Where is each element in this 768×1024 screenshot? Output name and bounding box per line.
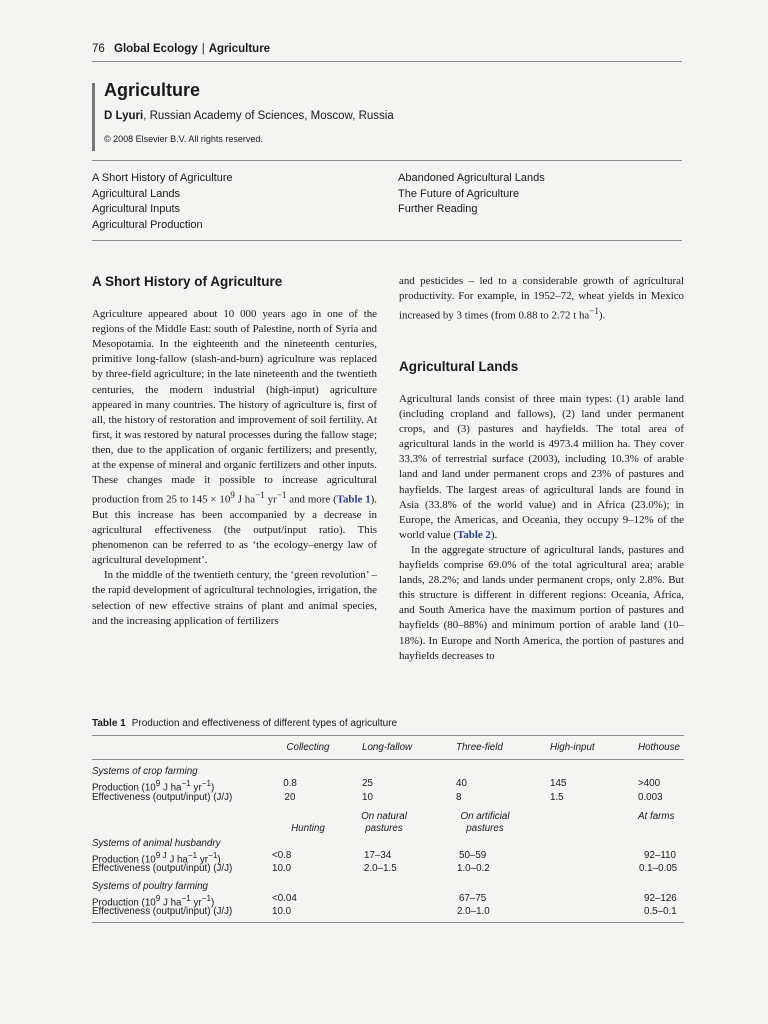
header-separator: | bbox=[201, 43, 205, 55]
table-label: Table 1 bbox=[92, 718, 126, 729]
history-paragraph-2: In the middle of the twentieth century, the ‘green revolution’ – the rapid development of agricultural technologies, irrigation, the selection of new effective strains of plant and animal species, and the increasing application of fertilizers bbox=[92, 569, 377, 627]
cell-animal-production-artificial: 50–59 bbox=[459, 850, 487, 861]
cell-crop-effectiveness-hothouse: 0.003 bbox=[638, 792, 663, 803]
author-affiliation: , Russian Academy of Sciences, Moscow, Russia bbox=[143, 110, 394, 122]
cell-poultry-effectiveness-farms: 0.5–0.1 bbox=[644, 906, 677, 917]
cell-animal-effectiveness-natural: 2.0–1.5 bbox=[364, 863, 397, 874]
table-header-high-input: High-input bbox=[550, 742, 595, 753]
cell-crop-production-long-fallow: 25 bbox=[362, 778, 373, 789]
cell-animal-effectiveness-farms: 0.1–0.05 bbox=[639, 863, 678, 874]
table-header-three-field: Three-field bbox=[456, 742, 503, 753]
row-group-crop-farming: Systems of crop farming bbox=[92, 766, 198, 777]
toc-left-column bbox=[92, 171, 233, 233]
row-label-poultry-production: Production ($10^9$ J $ha^{-1}$ $yr^{-1}$) bbox=[92, 894, 215, 909]
cell-animal-effectiveness-hunting: 10.0 bbox=[272, 863, 292, 874]
cell-crop-production-three-field: 40 bbox=[456, 778, 467, 789]
table-caption-text: Production and effectiveness of different types of agriculture bbox=[131, 718, 398, 729]
cell-crop-production-high-input: 145 bbox=[550, 778, 567, 789]
cell-poultry-production-artificial: 67–75 bbox=[459, 893, 487, 904]
cell-animal-production-hunting: <0.8 bbox=[272, 850, 292, 861]
toc-link-production[interactable]: Agricultural Production bbox=[92, 218, 203, 231]
row-label-crop-production: Production ($10^9$ J $ha^{-1}$ $yr^{-1}$) bbox=[92, 779, 215, 794]
row-label-animal-effectiveness: Effectiveness (output/input) (J/J) bbox=[92, 863, 233, 874]
cell-animal-production-farms: 92–110 bbox=[644, 850, 676, 861]
table-rule-bottom bbox=[92, 922, 684, 923]
table-1-reference[interactable]: Table 1 bbox=[336, 493, 371, 506]
lands-paragraph-1: Agricultural lands consist of three main types: (1) arable land (including cropland and fallows), (2) land under permanent crops, and (3) pastures and hayfields. The total area of agricultural lands in the world is 4973.4 million ha. They cover 33.3% of terrestrial surface (2003), including 10.3% of arable land and land under permanent crops and 23% of pastures and hayfields. The largest areas of agricultural lands are found in Asia (33.8% of the world value) and in Africa (23.0%); in Europe, the Americas, and Oceania, they occupy 9–12% of the world value (Table 2). bbox=[399, 393, 684, 541]
cell-crop-production-hothouse: >400 bbox=[638, 778, 661, 789]
header-subsection: Agriculture bbox=[208, 43, 271, 55]
table-rule-top bbox=[92, 735, 684, 736]
row-group-animal-husbandry: Systems of animal husbandry bbox=[92, 838, 221, 849]
author-line bbox=[104, 110, 394, 122]
toc-right-column bbox=[398, 171, 545, 218]
subheader-natural-pastures-1: On natural bbox=[361, 811, 407, 822]
table-2-reference[interactable]: Table 2 bbox=[457, 528, 491, 541]
header-rule bbox=[92, 61, 682, 62]
table-header-collecting: Collecting bbox=[286, 742, 330, 753]
toc-link-history[interactable]: A Short History of Agriculture bbox=[92, 172, 233, 184]
cell-crop-effectiveness-three-field: 8 bbox=[456, 792, 462, 803]
row-label-poultry-effectiveness: Effectiveness (output/input) (J/J) bbox=[92, 906, 233, 917]
cell-crop-effectiveness-high-input: 1.5 bbox=[550, 792, 564, 803]
toc-link-further-reading[interactable]: Further Reading bbox=[398, 203, 478, 216]
table-caption bbox=[92, 718, 684, 729]
table-1 bbox=[92, 718, 684, 917]
left-column bbox=[92, 274, 377, 629]
toc-rule-bottom bbox=[92, 240, 682, 241]
subheader-at-farms: At farms bbox=[638, 811, 675, 822]
row-label-animal-production: Production ($10^{9 J}$ J $ha^{-1}$ $yr^{-1}$) bbox=[92, 851, 221, 866]
toc-rule-top bbox=[92, 160, 682, 161]
toc-link-inputs[interactable]: Agricultural Inputs bbox=[92, 203, 181, 216]
cell-poultry-effectiveness-hunting: 10.0 bbox=[272, 906, 292, 917]
history-paragraph-1: Agriculture appeared about 10 000 years ago in one of the regions of the Middle East: south of Palestine, north of Syria and Mesopotamia. In the eighteenth and the nineteenth centuries, primitive long-fallow (slash-and-burn) agriculture was replaced by three-field agriculture; in the late nineteenth and the twentieth centuries, the modern industrial (high-input) agriculture appeared in many countries. The history of agriculture is, first of all, the history of restoration and improvement of soil fertility. At first, it was restored by natural processes during the fallow stage; then, due to the application of organic fertilizers; and presently, at the expense of mineral and organic fertilizers and other inputs. These changes made it possible to increase agricultural production from 25 to $145 \times 10^9$ J $ha^{-1}$ $yr^{-1}$ and more (Table 1). But this increase has been accompanied by a decrease in agricultural effectiveness (the output/input ratio). This phenomenon can be referred to as ‘the ecology–energy law of agricultural development’. bbox=[92, 308, 377, 567]
row-group-poultry-farming: Systems of poultry farming bbox=[92, 881, 208, 892]
toc-link-lands[interactable]: Agricultural Lands bbox=[92, 187, 181, 200]
subheader-artificial-pastures-2: pastures bbox=[466, 823, 504, 834]
subheader-artificial-pastures-1: On artificial bbox=[460, 811, 510, 822]
header-section: Global Ecology bbox=[114, 43, 198, 55]
cell-animal-production-natural: 17–34 bbox=[364, 850, 392, 861]
right-column bbox=[399, 274, 684, 664]
table-header-hothouse: Hothouse bbox=[638, 742, 680, 753]
cell-crop-effectiveness-collecting: 20 bbox=[284, 792, 296, 803]
section-heading-history: A Short History of Agriculture bbox=[92, 274, 283, 289]
lands-paragraph-2: In the aggregate structure of agricultural lands, pastures and hayfields comprise 69.0% of the total agricultural area; arable lands, 28.2%; and lands under permanent crops, only 2.8%. But this structure is different in different regions: Oceania, Africa, and South America have the maximum portion of pastures and hayfields (80–88%) and minimum portion of arable land (10–18%). In Europe and North America, the portion of pastures and hayfields decreases to bbox=[399, 543, 684, 662]
running-header bbox=[92, 43, 270, 55]
table-header-long-fallow: Long-fallow bbox=[362, 742, 413, 753]
cell-crop-production-collecting: 0.8 bbox=[283, 778, 297, 789]
cell-poultry-production-hunting: <0.04 bbox=[272, 893, 297, 904]
subheader-natural-pastures-2: pastures bbox=[365, 823, 403, 834]
subheader-hunting: Hunting bbox=[291, 823, 325, 834]
table-rule-header bbox=[92, 759, 684, 760]
cell-poultry-effectiveness-artificial: 2.0–1.0 bbox=[457, 906, 490, 917]
section-heading-lands: Agricultural Lands bbox=[399, 358, 519, 374]
toc-link-future[interactable]: The Future of Agriculture bbox=[398, 187, 520, 200]
article-title: Agriculture bbox=[104, 80, 201, 100]
page-number: 76 bbox=[92, 43, 105, 55]
title-accent-bar bbox=[92, 83, 95, 151]
history-paragraph-3: and pesticides – led to a considerable growth of agricultural productivity. For example, in 1952–72, wheat yields in Mexico increased by 3 times (from 0.88 to 2.72 t $ha^{-1}$). bbox=[399, 275, 684, 322]
row-label-crop-effectiveness: Effectiveness (output/input) (J/J) bbox=[92, 792, 233, 803]
toc-link-abandoned[interactable]: Abandoned Agricultural Lands bbox=[398, 172, 545, 184]
cell-animal-effectiveness-artificial: 1.0–0.2 bbox=[457, 863, 490, 874]
copyright-notice: © 2008 Elsevier B.V. All rights reserved. bbox=[104, 134, 263, 144]
author-name: D Lyuri bbox=[104, 110, 144, 122]
cell-crop-effectiveness-long-fallow: 10 bbox=[362, 792, 373, 803]
cell-poultry-production-farms: 92–126 bbox=[644, 893, 677, 904]
